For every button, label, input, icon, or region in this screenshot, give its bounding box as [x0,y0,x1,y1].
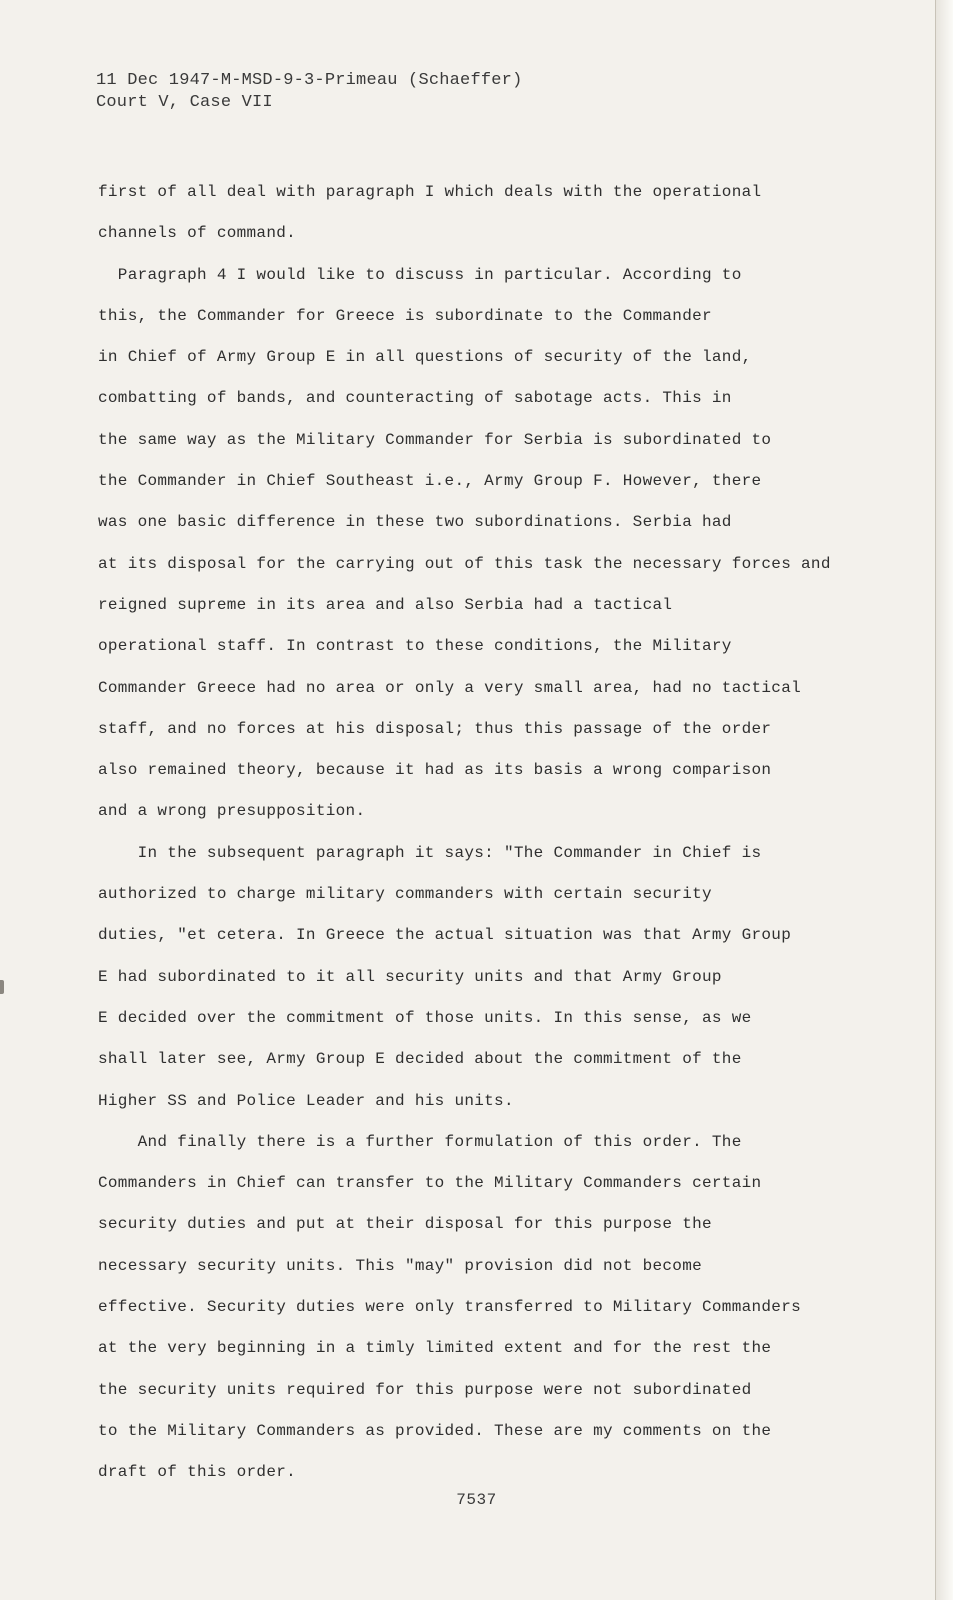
body-line: also remained theory, because it had as its basis a wrong comparison [98,761,772,780]
body-line: the Commander in Chief Southeast i.e., Army Group F. However, there [98,472,762,491]
body-line: in Chief of Army Group E in all questions of security of the land, [98,348,752,367]
binding-hole-mark [0,980,4,994]
transcript-body [98,172,858,1494]
body-line: at the very beginning in a timly limited extent and for the rest the [98,1339,772,1358]
body-line: Paragraph 4 I would like to discuss in particular. According to [98,265,742,284]
header-date-reference: 11 Dec 1947-M-MSD-9-3-Primeau (Schaeffer) [96,71,523,90]
document-header [96,70,522,114]
body-line: draft of this order. [98,1463,297,1482]
body-line: and a wrong presupposition. [98,802,366,821]
body-line: In the subsequent paragraph it says: "The Commander in Chief is [98,843,762,862]
body-line: E had subordinated to it all security units and that Army Group [98,967,722,986]
body-line: the security units required for this purpose were not subordinated [98,1380,752,1399]
body-line: And finally there is a further formulation of this order. The [98,1132,742,1151]
body-line: the same way as the Military Commander for Serbia is subordinated to [98,430,772,449]
page-number: 7537 [456,1491,497,1509]
body-line: effective. Security duties were only transferred to Military Commanders [98,1298,802,1317]
header-court-case: Court V, Case VII [96,93,273,112]
body-line: combatting of bands, and counteracting of sabotage acts. This in [98,389,732,408]
body-line: Commander Greece had no area or only a very small area, had no tactical [98,678,802,697]
body-line: Commanders in Chief can transfer to the Military Commanders certain [98,1174,762,1193]
body-line: authorized to charge military commanders with certain security [98,885,712,904]
body-line: staff, and no forces at his disposal; thus this passage of the order [98,719,772,738]
body-line: reigned supreme in its area and also Serbia had a tactical [98,595,673,614]
body-line: at its disposal for the carrying out of this task the necessary forces and [98,554,831,573]
body-line: Higher SS and Police Leader and his units. [98,1091,514,1110]
body-line: security duties and put at their disposal for this purpose the [98,1215,712,1234]
body-line: shall later see, Army Group E decided about the commitment of the [98,1050,742,1069]
body-line: to the Military Commanders as provided. These are my comments on the [98,1421,772,1440]
body-line: was one basic difference in these two subordinations. Serbia had [98,513,732,532]
body-line: necessary security units. This "may" provision did not become [98,1256,702,1275]
body-line: operational staff. In contrast to these conditions, the Military [98,637,732,656]
body-line: E decided over the commitment of those units. In this sense, as we [98,1008,752,1027]
body-line: channels of command. [98,224,297,243]
body-line: first of all deal with paragraph I which deals with the operational [98,183,762,201]
body-line: this, the Commander for Greece is subordinate to the Commander [98,306,712,325]
page-edge [936,0,953,1600]
body-line: duties, "et cetera. In Greece the actual situation was that Army Group [98,926,792,945]
